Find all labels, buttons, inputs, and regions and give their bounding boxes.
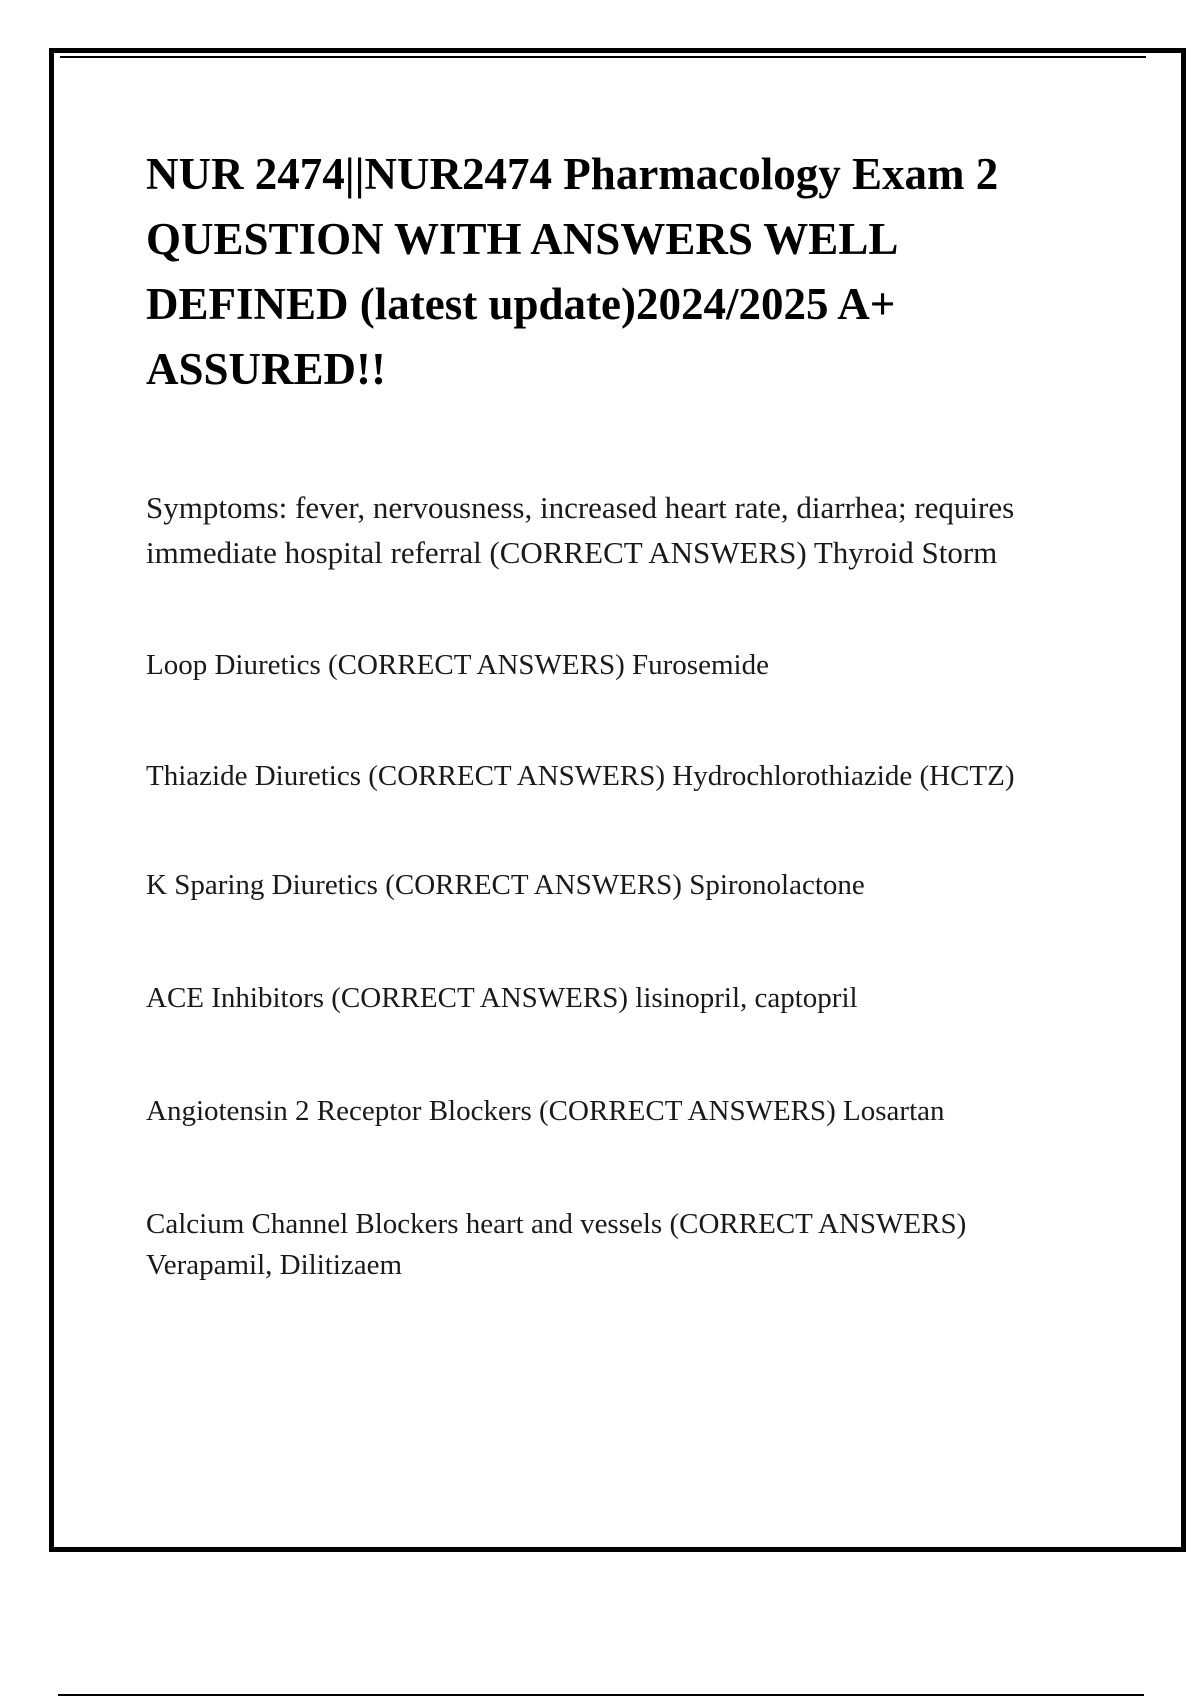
qa-item-thyroid-storm: Symptoms: fever, nervousness, increased heart rate, diarrhea; requires immediate hospital referral (CORRECT ANSWERS) Thyroid Storm <box>146 490 1015 570</box>
qa-item-thiazide-diuretics: Thiazide Diuretics (CORRECT ANSWERS) Hydrochlorothiazide (HCTZ) <box>146 760 1015 792</box>
qa-item-calcium-channel-blockers: Calcium Channel Blockers heart and vessels (CORRECT ANSWERS) Verapamil, Dilitizaem <box>146 1208 967 1281</box>
document-title: NUR 2474||NUR2474 Pharmacology Exam 2 QUESTION WITH ANSWERS WELL DEFINED (latest update)2024/2025 A+ ASSURED!! <box>146 149 999 394</box>
bottom-rule <box>58 1694 1144 1696</box>
qa-item-ace-inhibitors: ACE Inhibitors (CORRECT ANSWERS) lisinopril, captopril <box>146 982 858 1014</box>
document-content <box>146 142 1086 1286</box>
qa-item-k-sparing-diuretics: K Sparing Diuretics (CORRECT ANSWERS) Spironolactone <box>146 869 865 901</box>
qa-item-arb: Angiotensin 2 Receptor Blockers (CORRECT ANSWERS) Losartan <box>146 1095 945 1127</box>
qa-list <box>146 485 1086 1286</box>
qa-item-loop-diuretics: Loop Diuretics (CORRECT ANSWERS) Furosemide <box>146 649 769 681</box>
